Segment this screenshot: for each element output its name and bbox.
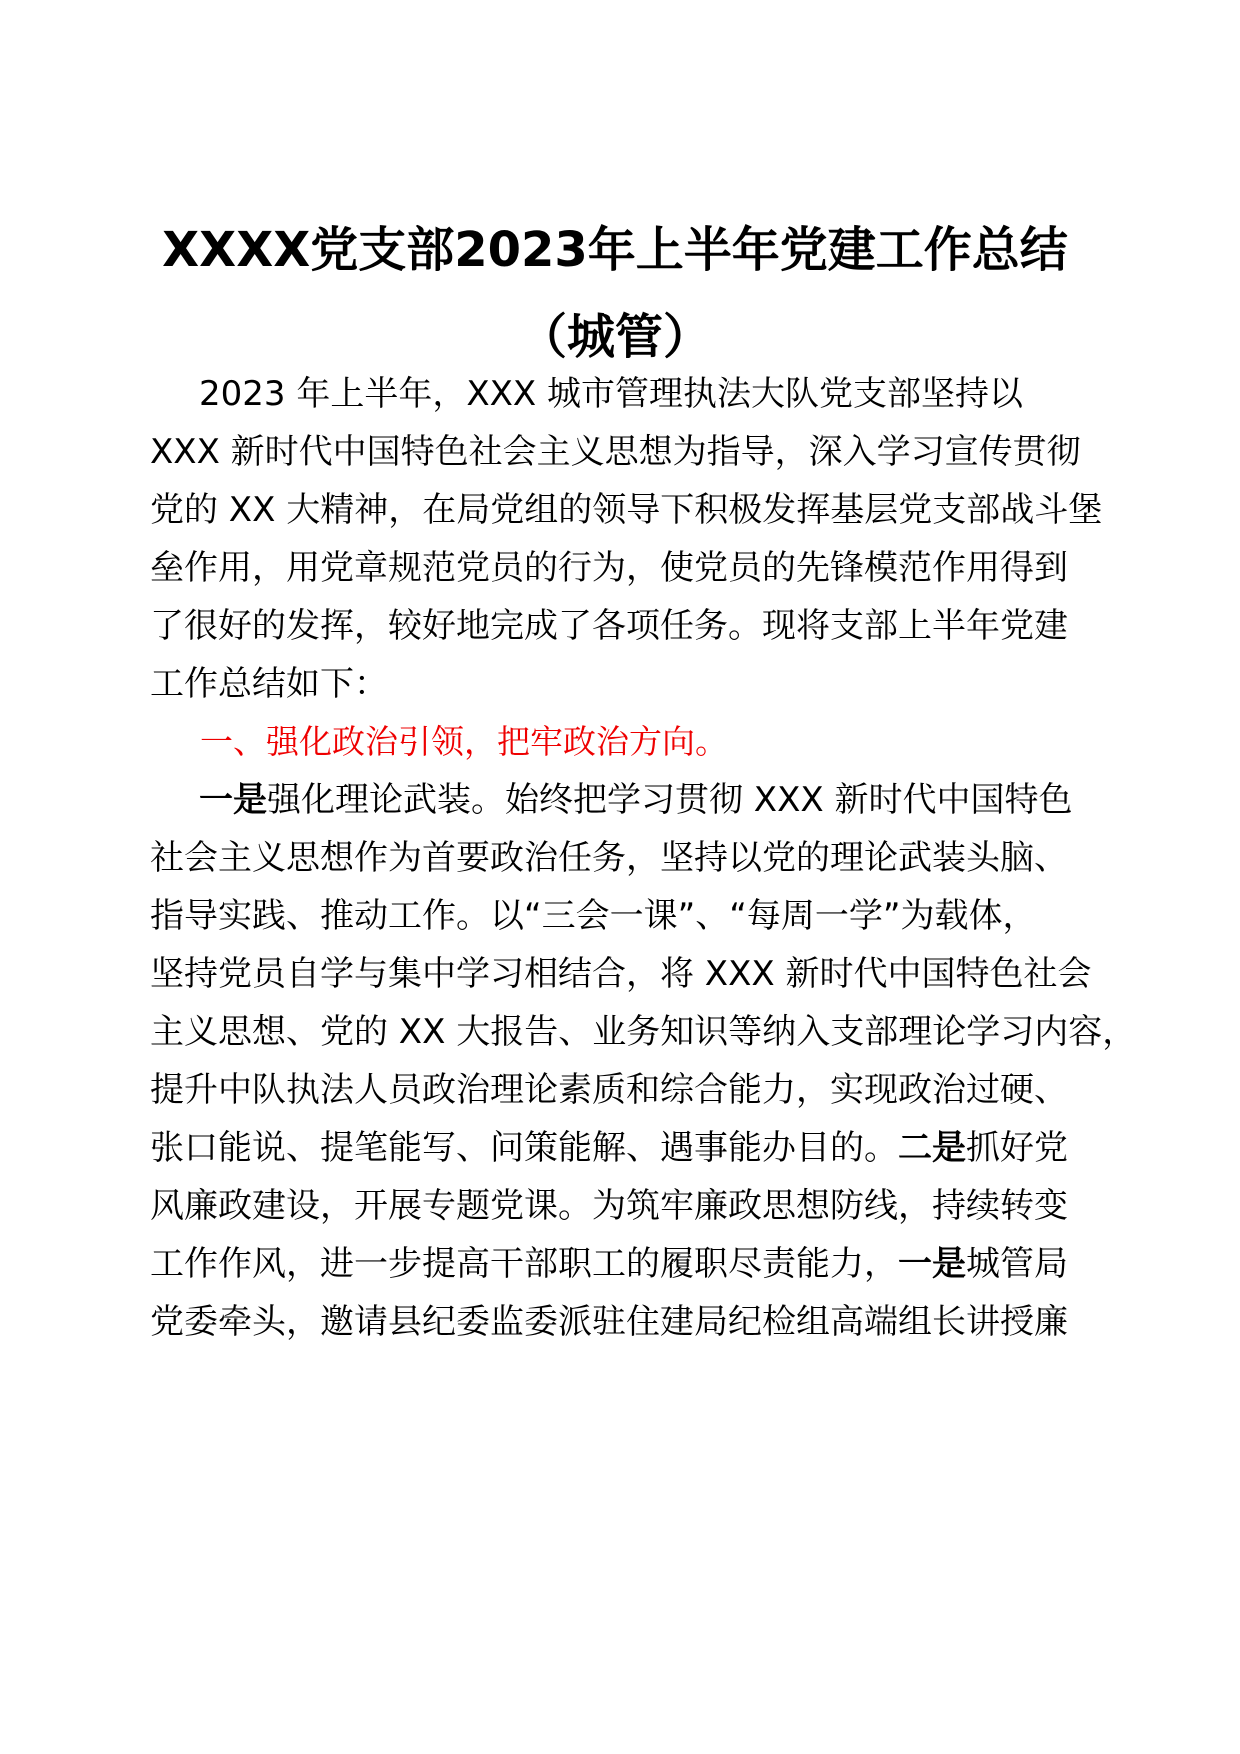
document-title-line-1: XXXX党支部2023年上半年党建工作总结 bbox=[162, 222, 1068, 278]
body-line-9 bbox=[150, 1242, 1085, 1286]
intro-line-5: 了很好的发挥，较好地完成了各项任务。现将支部上半年党建 bbox=[150, 606, 1068, 646]
section-1-heading: 一、强化政治引领，把牢政治方向。 bbox=[200, 722, 728, 761]
body-line-7 bbox=[150, 1126, 1085, 1170]
body-line-6: 提升中队执法人员政治理论素质和综合能力，实现政治过硬、 bbox=[150, 1070, 1068, 1110]
intro-line-3: 党的 XX 大精神，在局党组的领导下积极发挥基层党支部战斗堡 bbox=[150, 490, 1103, 530]
point-marker-second: 二是 bbox=[898, 1128, 966, 1168]
document-title-line-2: （城管） bbox=[518, 309, 711, 365]
body-line-1 bbox=[150, 778, 1085, 822]
body-line-4: 坚持党员自学与集中学习相结合，将 XXX 新时代中国特色社会 bbox=[150, 954, 1092, 994]
body-line-10: 党委牵头，邀请县纪委监委派驻住建局纪检组高端组长讲授廉 bbox=[150, 1302, 1068, 1342]
intro-line-6: 工作总结如下： bbox=[150, 664, 388, 704]
body-line-9-text: 工作作风，进一步提高干部职工的履职尽责能力， bbox=[150, 1244, 898, 1284]
sub-point-marker-first: 一是 bbox=[898, 1244, 966, 1284]
intro-line-4: 垒作用，用党章规范党员的行为，使党员的先锋模范作用得到 bbox=[150, 548, 1068, 588]
intro-line-2: XXX 新时代中国特色社会主义思想为指导，深入学习宣传贯彻 bbox=[150, 432, 1081, 472]
body-line-1-text: 强化理论武装。始终把学习贯彻 XXX 新时代中国特色 bbox=[267, 780, 1073, 820]
body-line-2: 社会主义思想作为首要政治任务，坚持以党的理论武装头脑、 bbox=[150, 838, 1068, 878]
body-line-7-tail: 抓好党 bbox=[966, 1128, 1068, 1168]
point-marker-first: 一是 bbox=[199, 780, 267, 820]
body-line-5: 主义思想、党的 XX 大报告、业务知识等纳入支部理论学习内容， bbox=[150, 1012, 1137, 1052]
body-line-7-text: 张口能说、提笔能写、问策能解、遇事能办目的。 bbox=[150, 1128, 898, 1168]
body-line-3: 指导实践、推动工作。以“三会一课”、“每周一学”为载体， bbox=[150, 896, 1037, 936]
body-line-9-tail: 城管局 bbox=[966, 1244, 1068, 1284]
intro-line-1: 2023 年上半年，XXX 城市管理执法大队党支部坚持以 bbox=[199, 374, 1024, 414]
body-line-8: 风廉政建设，开展专题党课。为筑牢廉政思想防线，持续转变 bbox=[150, 1186, 1068, 1226]
